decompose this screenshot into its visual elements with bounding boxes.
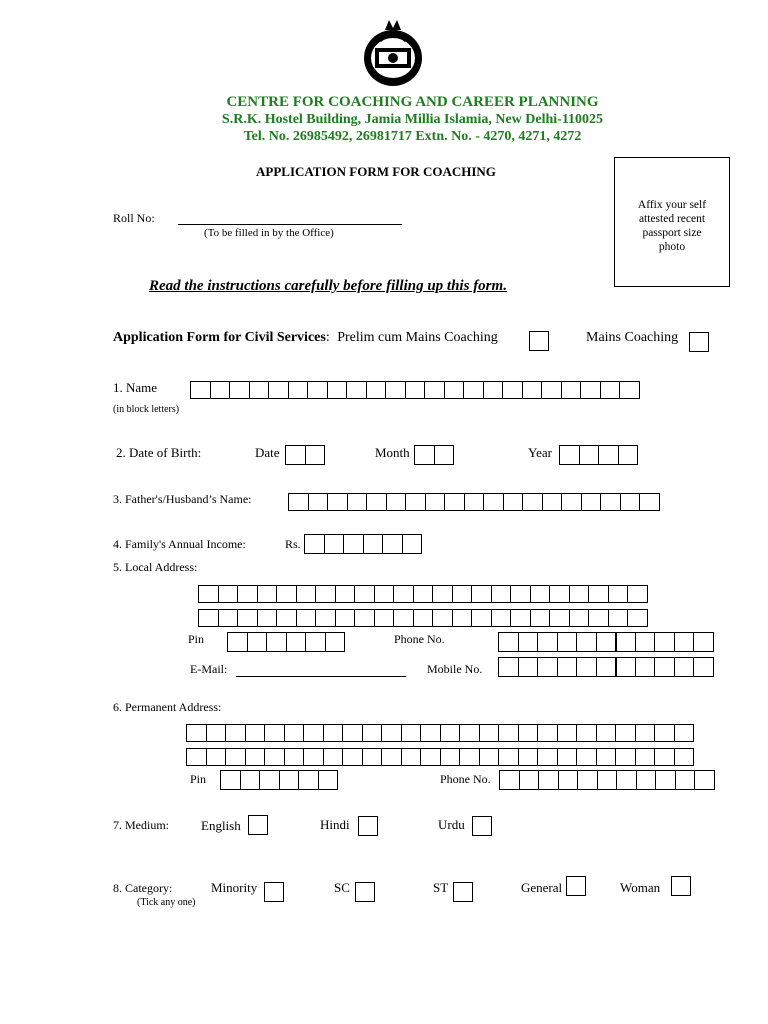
char-cell[interactable] — [620, 493, 641, 511]
char-cell[interactable] — [635, 748, 656, 766]
char-cell[interactable] — [491, 585, 512, 603]
civil-opt2-label: Mains Coaching — [586, 330, 679, 345]
char-cell[interactable] — [569, 585, 590, 603]
char-cell[interactable] — [559, 445, 580, 465]
civil-label: Application Form for Civil Services — [113, 330, 326, 345]
char-cell[interactable] — [537, 657, 558, 677]
char-cell[interactable] — [557, 724, 578, 742]
char-cell[interactable] — [615, 657, 636, 677]
photo-line-4: photo — [658, 241, 686, 253]
char-cell[interactable] — [276, 609, 297, 627]
char-cell[interactable] — [325, 632, 346, 652]
char-cell[interactable] — [619, 381, 640, 399]
local-phone-boxes[interactable] — [498, 632, 714, 652]
permanent-address-line1[interactable] — [186, 724, 694, 742]
char-cell[interactable] — [401, 724, 422, 742]
char-cell[interactable] — [452, 609, 473, 627]
char-cell[interactable] — [471, 585, 492, 603]
char-cell[interactable] — [639, 493, 660, 511]
char-cell[interactable] — [557, 748, 578, 766]
name-boxes[interactable] — [190, 381, 640, 399]
char-cell[interactable] — [303, 748, 324, 766]
char-cell[interactable] — [463, 381, 484, 399]
char-cell[interactable] — [305, 632, 326, 652]
char-cell[interactable] — [363, 534, 384, 554]
char-cell[interactable] — [405, 381, 426, 399]
char-cell[interactable] — [654, 724, 675, 742]
char-cell[interactable] — [596, 657, 617, 677]
char-cell[interactable] — [323, 724, 344, 742]
char-cell[interactable] — [305, 445, 326, 465]
char-cell[interactable] — [393, 585, 414, 603]
char-cell[interactable] — [530, 585, 551, 603]
char-cell[interactable] — [249, 381, 270, 399]
char-cell[interactable] — [581, 493, 602, 511]
char-cell[interactable] — [366, 381, 387, 399]
char-cell[interactable] — [561, 381, 582, 399]
char-cell[interactable] — [627, 585, 648, 603]
category-note: (Tick any one) — [137, 897, 196, 908]
char-cell[interactable] — [636, 770, 657, 790]
char-cell[interactable] — [542, 493, 563, 511]
char-cell[interactable] — [434, 445, 455, 465]
char-cell[interactable] — [210, 381, 231, 399]
char-cell[interactable] — [444, 493, 465, 511]
char-cell[interactable] — [190, 381, 211, 399]
char-cell[interactable] — [288, 381, 309, 399]
char-cell[interactable] — [424, 381, 445, 399]
char-cell[interactable] — [596, 724, 617, 742]
char-cell[interactable] — [279, 770, 300, 790]
char-cell[interactable] — [503, 493, 524, 511]
char-cell[interactable] — [557, 632, 578, 652]
char-cell[interactable] — [576, 632, 597, 652]
char-cell[interactable] — [315, 609, 336, 627]
char-cell[interactable] — [374, 585, 395, 603]
char-cell[interactable] — [225, 724, 246, 742]
char-cell[interactable] — [432, 609, 453, 627]
char-cell[interactable] — [225, 748, 246, 766]
local-pin-label: Pin — [188, 632, 205, 646]
char-cell[interactable] — [405, 493, 426, 511]
char-cell[interactable] — [324, 534, 345, 554]
dob-date-label: Date — [255, 445, 280, 460]
char-cell[interactable] — [245, 724, 266, 742]
char-cell[interactable] — [693, 632, 714, 652]
char-cell[interactable] — [374, 609, 395, 627]
char-cell[interactable] — [498, 632, 519, 652]
char-cell[interactable] — [381, 748, 402, 766]
char-cell[interactable] — [198, 585, 219, 603]
char-cell[interactable] — [240, 770, 261, 790]
char-cell[interactable] — [569, 609, 590, 627]
char-cell[interactable] — [381, 724, 402, 742]
char-cell[interactable] — [588, 585, 609, 603]
char-cell[interactable] — [596, 632, 617, 652]
char-cell[interactable] — [206, 724, 227, 742]
category-st-label: ST — [433, 880, 449, 895]
char-cell[interactable] — [618, 445, 639, 465]
char-cell[interactable] — [598, 445, 619, 465]
char-cell[interactable] — [549, 585, 570, 603]
char-cell[interactable] — [522, 493, 543, 511]
char-cell[interactable] — [229, 381, 250, 399]
char-cell[interactable] — [308, 493, 329, 511]
local-pin-boxes[interactable] — [227, 632, 345, 652]
char-cell[interactable] — [401, 748, 422, 766]
char-cell[interactable] — [608, 609, 629, 627]
char-cell[interactable] — [674, 657, 695, 677]
form-title: APPLICATION FORM FOR COACHING — [256, 164, 496, 179]
char-cell[interactable] — [343, 534, 364, 554]
char-cell[interactable] — [354, 609, 375, 627]
char-cell[interactable] — [347, 493, 368, 511]
civil-colon: : — [325, 330, 330, 345]
char-cell[interactable] — [257, 585, 278, 603]
char-cell[interactable] — [483, 381, 504, 399]
char-cell[interactable] — [218, 609, 239, 627]
civil-mains-checkbox[interactable] — [689, 332, 709, 352]
category-sc-label: SC — [334, 880, 350, 895]
roll-label: Roll No: — [113, 211, 155, 225]
char-cell[interactable] — [600, 493, 621, 511]
income-rs-label: Rs. — [285, 537, 301, 551]
char-cell[interactable] — [530, 609, 551, 627]
char-cell[interactable] — [432, 585, 453, 603]
char-cell[interactable] — [537, 632, 558, 652]
photo-line-3: passport size — [642, 227, 702, 239]
char-cell[interactable] — [386, 493, 407, 511]
char-cell[interactable] — [198, 609, 219, 627]
char-cell[interactable] — [362, 748, 383, 766]
char-cell[interactable] — [237, 609, 258, 627]
char-cell[interactable] — [483, 493, 504, 511]
char-cell[interactable] — [257, 609, 278, 627]
char-cell[interactable] — [635, 724, 656, 742]
char-cell[interactable] — [323, 748, 344, 766]
char-cell[interactable] — [342, 724, 363, 742]
permanent-pin-label: Pin — [190, 772, 207, 786]
char-cell[interactable] — [537, 724, 558, 742]
father-label: 3. Father's/Husband’s Name: — [113, 492, 252, 506]
medium-hindi-checkbox[interactable] — [358, 816, 378, 836]
instructions: Read the instructions carefully before filling up this form. — [149, 278, 507, 294]
char-cell[interactable] — [237, 585, 258, 603]
char-cell[interactable] — [694, 770, 715, 790]
medium-english-label: English — [201, 818, 241, 833]
char-cell[interactable] — [549, 609, 570, 627]
char-cell[interactable] — [296, 585, 317, 603]
char-cell[interactable] — [288, 493, 309, 511]
char-cell[interactable] — [227, 632, 248, 652]
local-phone-label: Phone No. — [394, 632, 445, 646]
char-cell[interactable] — [382, 534, 403, 554]
dob-month-boxes[interactable] — [414, 445, 454, 465]
local-address-label: 5. Local Address: — [113, 560, 198, 574]
category-minority-label: Minority — [211, 880, 258, 895]
civil-row — [113, 330, 498, 346]
char-cell[interactable] — [440, 748, 461, 766]
char-cell[interactable] — [499, 770, 520, 790]
permanent-phone-boxes[interactable] — [499, 770, 715, 790]
char-cell[interactable] — [286, 632, 307, 652]
char-cell[interactable] — [414, 445, 435, 465]
char-cell[interactable] — [627, 609, 648, 627]
char-cell[interactable] — [518, 748, 539, 766]
char-cell[interactable] — [264, 748, 285, 766]
char-cell[interactable] — [693, 657, 714, 677]
char-cell[interactable] — [596, 748, 617, 766]
char-cell[interactable] — [452, 585, 473, 603]
name-note: (in block letters) — [113, 404, 180, 415]
char-cell[interactable] — [479, 748, 500, 766]
char-cell[interactable] — [615, 632, 636, 652]
char-cell[interactable] — [674, 748, 695, 766]
char-cell[interactable] — [206, 748, 227, 766]
char-cell[interactable] — [576, 748, 597, 766]
char-cell[interactable] — [519, 770, 540, 790]
char-cell[interactable] — [303, 724, 324, 742]
medium-hindi-label: Hindi — [320, 817, 350, 832]
permanent-phone-label: Phone No. — [440, 772, 491, 786]
local-address-line1[interactable] — [198, 585, 648, 603]
char-cell[interactable] — [464, 493, 485, 511]
char-cell[interactable] — [264, 724, 285, 742]
char-cell[interactable] — [518, 657, 539, 677]
char-cell[interactable] — [588, 609, 609, 627]
char-cell[interactable] — [318, 770, 339, 790]
char-cell[interactable] — [615, 724, 636, 742]
char-cell[interactable] — [420, 748, 441, 766]
char-cell[interactable] — [608, 585, 629, 603]
dob-year-boxes[interactable] — [559, 445, 638, 465]
permanent-pin-boxes[interactable] — [220, 770, 338, 790]
char-cell[interactable] — [600, 381, 621, 399]
char-cell[interactable] — [557, 657, 578, 677]
char-cell[interactable] — [576, 724, 597, 742]
char-cell[interactable] — [354, 585, 375, 603]
char-cell[interactable] — [577, 770, 598, 790]
char-cell[interactable] — [284, 724, 305, 742]
char-cell[interactable] — [307, 381, 328, 399]
char-cell[interactable] — [558, 770, 579, 790]
permanent-address-label: 6. Permanent Address: — [113, 700, 222, 714]
char-cell[interactable] — [346, 381, 367, 399]
char-cell[interactable] — [335, 585, 356, 603]
char-cell[interactable] — [655, 770, 676, 790]
char-cell[interactable] — [654, 748, 675, 766]
char-cell[interactable] — [413, 609, 434, 627]
local-mobile-label: Mobile No. — [427, 662, 483, 676]
char-cell[interactable] — [510, 585, 531, 603]
char-cell[interactable] — [296, 609, 317, 627]
char-cell[interactable] — [498, 657, 519, 677]
dob-label: 2. Date of Birth: — [116, 445, 202, 460]
char-cell[interactable] — [284, 748, 305, 766]
char-cell[interactable] — [471, 609, 492, 627]
char-cell[interactable] — [522, 381, 543, 399]
char-cell[interactable] — [425, 493, 446, 511]
dob-year-label: Year — [528, 445, 552, 460]
dob-date-boxes[interactable] — [285, 445, 325, 465]
char-cell[interactable] — [537, 748, 558, 766]
category-sc-checkbox[interactable] — [355, 882, 375, 902]
char-cell[interactable] — [366, 493, 387, 511]
roll-input-line[interactable] — [178, 210, 402, 225]
char-cell[interactable] — [362, 724, 383, 742]
char-cell[interactable] — [385, 381, 406, 399]
category-minority-checkbox[interactable] — [264, 882, 284, 902]
char-cell[interactable] — [315, 585, 336, 603]
dob-month-label: Month — [375, 445, 410, 460]
photo-box — [614, 157, 730, 287]
category-woman-label: Woman — [620, 880, 661, 895]
char-cell[interactable] — [186, 748, 207, 766]
category-general-label: General — [521, 880, 563, 895]
char-cell[interactable] — [327, 493, 348, 511]
photo-line-1: Affix your self — [637, 199, 707, 211]
char-cell[interactable] — [675, 770, 696, 790]
civil-prelim-mains-checkbox[interactable] — [529, 331, 549, 351]
permanent-address-line2[interactable] — [186, 748, 694, 766]
char-cell[interactable] — [413, 585, 434, 603]
income-boxes[interactable] — [304, 534, 422, 554]
civil-opt1-label: Prelim cum Mains Coaching — [337, 330, 498, 345]
father-boxes[interactable] — [288, 493, 660, 511]
char-cell[interactable] — [654, 632, 675, 652]
char-cell[interactable] — [674, 724, 695, 742]
char-cell[interactable] — [266, 632, 287, 652]
char-cell[interactable] — [402, 534, 423, 554]
medium-label: 7. Medium: — [113, 818, 169, 832]
char-cell[interactable] — [459, 748, 480, 766]
category-woman-checkbox[interactable] — [671, 876, 691, 896]
medium-urdu-checkbox[interactable] — [472, 816, 492, 836]
medium-urdu-label: Urdu — [438, 817, 465, 832]
char-cell[interactable] — [518, 724, 539, 742]
char-cell[interactable] — [459, 724, 480, 742]
char-cell[interactable] — [276, 585, 297, 603]
char-cell[interactable] — [616, 770, 637, 790]
char-cell[interactable] — [304, 534, 325, 554]
emblem-icon — [361, 18, 425, 88]
char-cell[interactable] — [259, 770, 280, 790]
char-cell[interactable] — [327, 381, 348, 399]
char-cell[interactable] — [518, 632, 539, 652]
char-cell[interactable] — [635, 632, 656, 652]
char-cell[interactable] — [186, 724, 207, 742]
income-label: 4. Family's Annual Income: — [113, 537, 246, 551]
char-cell[interactable] — [335, 609, 356, 627]
org-address: S.R.K. Hostel Building, Jamia Millia Islamia, New Delhi-110025 — [221, 112, 604, 127]
char-cell[interactable] — [498, 724, 519, 742]
char-cell[interactable] — [538, 770, 559, 790]
category-general-checkbox[interactable] — [566, 876, 586, 896]
category-label: 8. Category: — [113, 881, 173, 895]
org-phone: Tel. No. 26985492, 26981717 Extn. No. - 4270, 4271, 4272 — [243, 129, 582, 144]
char-cell[interactable] — [298, 770, 319, 790]
char-cell[interactable] — [220, 770, 241, 790]
medium-english-checkbox[interactable] — [248, 815, 268, 835]
char-cell[interactable] — [479, 724, 500, 742]
char-cell[interactable] — [597, 770, 618, 790]
char-cell[interactable] — [576, 657, 597, 677]
category-st-checkbox[interactable] — [453, 882, 473, 902]
local-email-line[interactable] — [236, 662, 406, 677]
local-mobile-boxes[interactable] — [498, 657, 714, 677]
local-email-label: E-Mail: — [190, 662, 228, 676]
char-cell[interactable] — [218, 585, 239, 603]
char-cell[interactable] — [615, 748, 636, 766]
org-name: CENTRE FOR COACHING AND CAREER PLANNING — [226, 94, 599, 110]
char-cell[interactable] — [420, 724, 441, 742]
char-cell[interactable] — [245, 748, 266, 766]
name-label: 1. Name — [113, 380, 158, 395]
char-cell[interactable] — [541, 381, 562, 399]
char-cell[interactable] — [440, 724, 461, 742]
char-cell[interactable] — [247, 632, 268, 652]
char-cell[interactable] — [393, 609, 414, 627]
char-cell[interactable] — [491, 609, 512, 627]
char-cell[interactable] — [635, 657, 656, 677]
char-cell[interactable] — [654, 657, 675, 677]
char-cell[interactable] — [268, 381, 289, 399]
char-cell[interactable] — [579, 445, 600, 465]
char-cell[interactable] — [498, 748, 519, 766]
char-cell[interactable] — [444, 381, 465, 399]
char-cell[interactable] — [580, 381, 601, 399]
char-cell[interactable] — [285, 445, 306, 465]
local-address-line2[interactable] — [198, 609, 648, 627]
char-cell[interactable] — [510, 609, 531, 627]
roll-note: (To be filled in by the Office) — [204, 227, 334, 239]
char-cell[interactable] — [502, 381, 523, 399]
char-cell[interactable] — [674, 632, 695, 652]
photo-line-2: attested recent — [638, 213, 706, 225]
char-cell[interactable] — [342, 748, 363, 766]
char-cell[interactable] — [561, 493, 582, 511]
